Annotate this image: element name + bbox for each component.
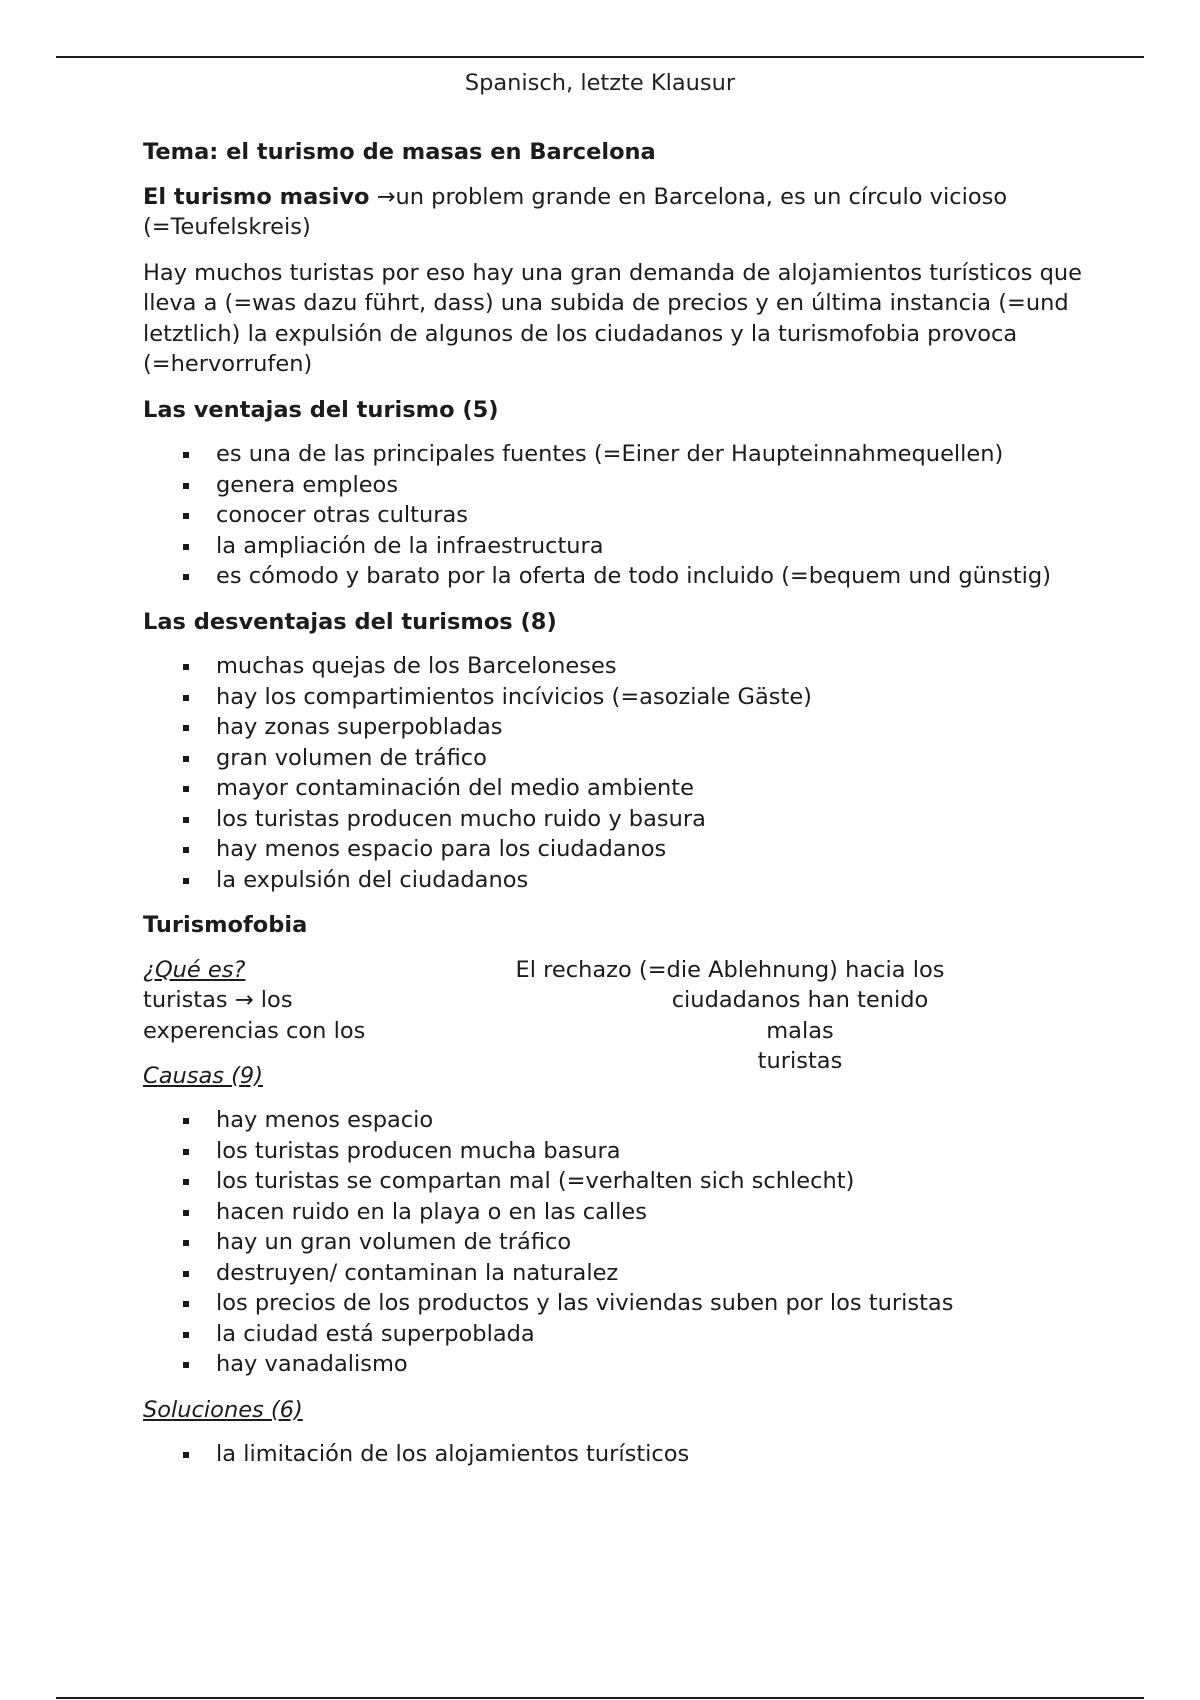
turismofobia-heading: Turismofobia xyxy=(143,912,308,938)
page-header: Spanisch, letzte Klausur xyxy=(464,70,736,96)
ventajas-list xyxy=(143,439,1083,592)
ventajas-heading: Las ventajas del turismo (5) xyxy=(143,396,499,423)
list-item: los turistas producen mucho ruido y basura xyxy=(143,804,1083,835)
definition-right-column xyxy=(500,955,960,1077)
definition-block xyxy=(143,955,1083,1074)
definition-left-column xyxy=(143,955,403,1047)
list-item: muchas quejas de los Barceloneses xyxy=(143,651,1083,682)
list-item: conocer otras culturas xyxy=(143,500,1083,531)
definition-right-line: turistas xyxy=(757,1048,843,1074)
list-item: la limitación de los alojamientos turísticos xyxy=(143,1439,1083,1470)
list-item: hay zonas superpobladas xyxy=(143,712,1083,743)
topic-heading: Tema: el turismo de masas en Barcelona xyxy=(143,139,656,165)
header-rule xyxy=(56,56,1144,58)
list-item: hay un gran volumen de tráfico xyxy=(143,1227,1083,1258)
intro-text: un problem grande en Barcelona, es un círculo vicioso (=Teufelskreis) xyxy=(143,183,1008,240)
intro-paragraph xyxy=(143,182,1083,243)
list-item: la expulsión del ciudadanos xyxy=(143,865,1083,896)
arrow-icon: → xyxy=(376,183,396,210)
que-es-label: ¿Qué es? xyxy=(143,956,246,983)
intro-bold-term: El turismo masivo xyxy=(143,183,370,210)
definition-left-line: experencias con los xyxy=(143,1017,366,1044)
list-item: la ciudad está superpoblada xyxy=(143,1319,1083,1350)
document-body xyxy=(143,137,1083,1485)
definition-left-line: turistas → los xyxy=(143,987,293,1013)
definition-right-line: El rechazo (=die Ablehnung) hacia los xyxy=(515,956,945,983)
list-item: hay vanadalismo xyxy=(143,1349,1083,1380)
list-item: los turistas producen mucha basura xyxy=(143,1136,1083,1167)
list-item: hay menos espacio xyxy=(143,1105,1083,1136)
desventajas-list xyxy=(143,651,1083,895)
list-item: hay los compartimientos incívicios (=asoziale Gäste) xyxy=(143,682,1083,713)
list-item: hay menos espacio para los ciudadanos xyxy=(143,834,1083,865)
list-item: mayor contaminación del medio ambiente xyxy=(143,773,1083,804)
desventajas-heading: Las desventajas del turismos (8) xyxy=(143,608,557,635)
list-item: la ampliación de la infraestructura xyxy=(143,531,1083,562)
list-item: gran volumen de tráfico xyxy=(143,743,1083,774)
definition-right-line: ciudadanos han tenido malas xyxy=(671,987,929,1044)
soluciones-list xyxy=(143,1439,1083,1470)
list-item: es cómodo y barato por la oferta de todo incluido (=bequem und günstig) xyxy=(143,561,1083,592)
list-item: es una de las principales fuentes (=Einer der Haupteinnahmequellen) xyxy=(143,439,1083,470)
list-item: los turistas se compartan mal (=verhalten sich schlecht) xyxy=(143,1166,1083,1197)
list-item: genera empleos xyxy=(143,470,1083,501)
list-item: hacen ruido en la playa o en las calles xyxy=(143,1197,1083,1228)
list-item: destruyen/ contaminan la naturalez xyxy=(143,1258,1083,1289)
cycle-paragraph: Hay muchos turistas por eso hay una gran demanda de alojamientos turísticos que lleva a (=was dazu führt, dass) una subida de precios y en última instancia (=und letztlich) la expulsión de algunos de los ciudadanos y la turismofobia provoca (=hervorrufen) xyxy=(143,259,1083,377)
soluciones-heading: Soluciones (6) xyxy=(143,1396,303,1423)
footer-rule xyxy=(56,1697,1144,1699)
list-item: los precios de los productos y las viviendas suben por los turistas xyxy=(143,1288,1083,1319)
causas-heading: Causas (9) xyxy=(143,1062,264,1089)
causas-list xyxy=(143,1105,1083,1380)
